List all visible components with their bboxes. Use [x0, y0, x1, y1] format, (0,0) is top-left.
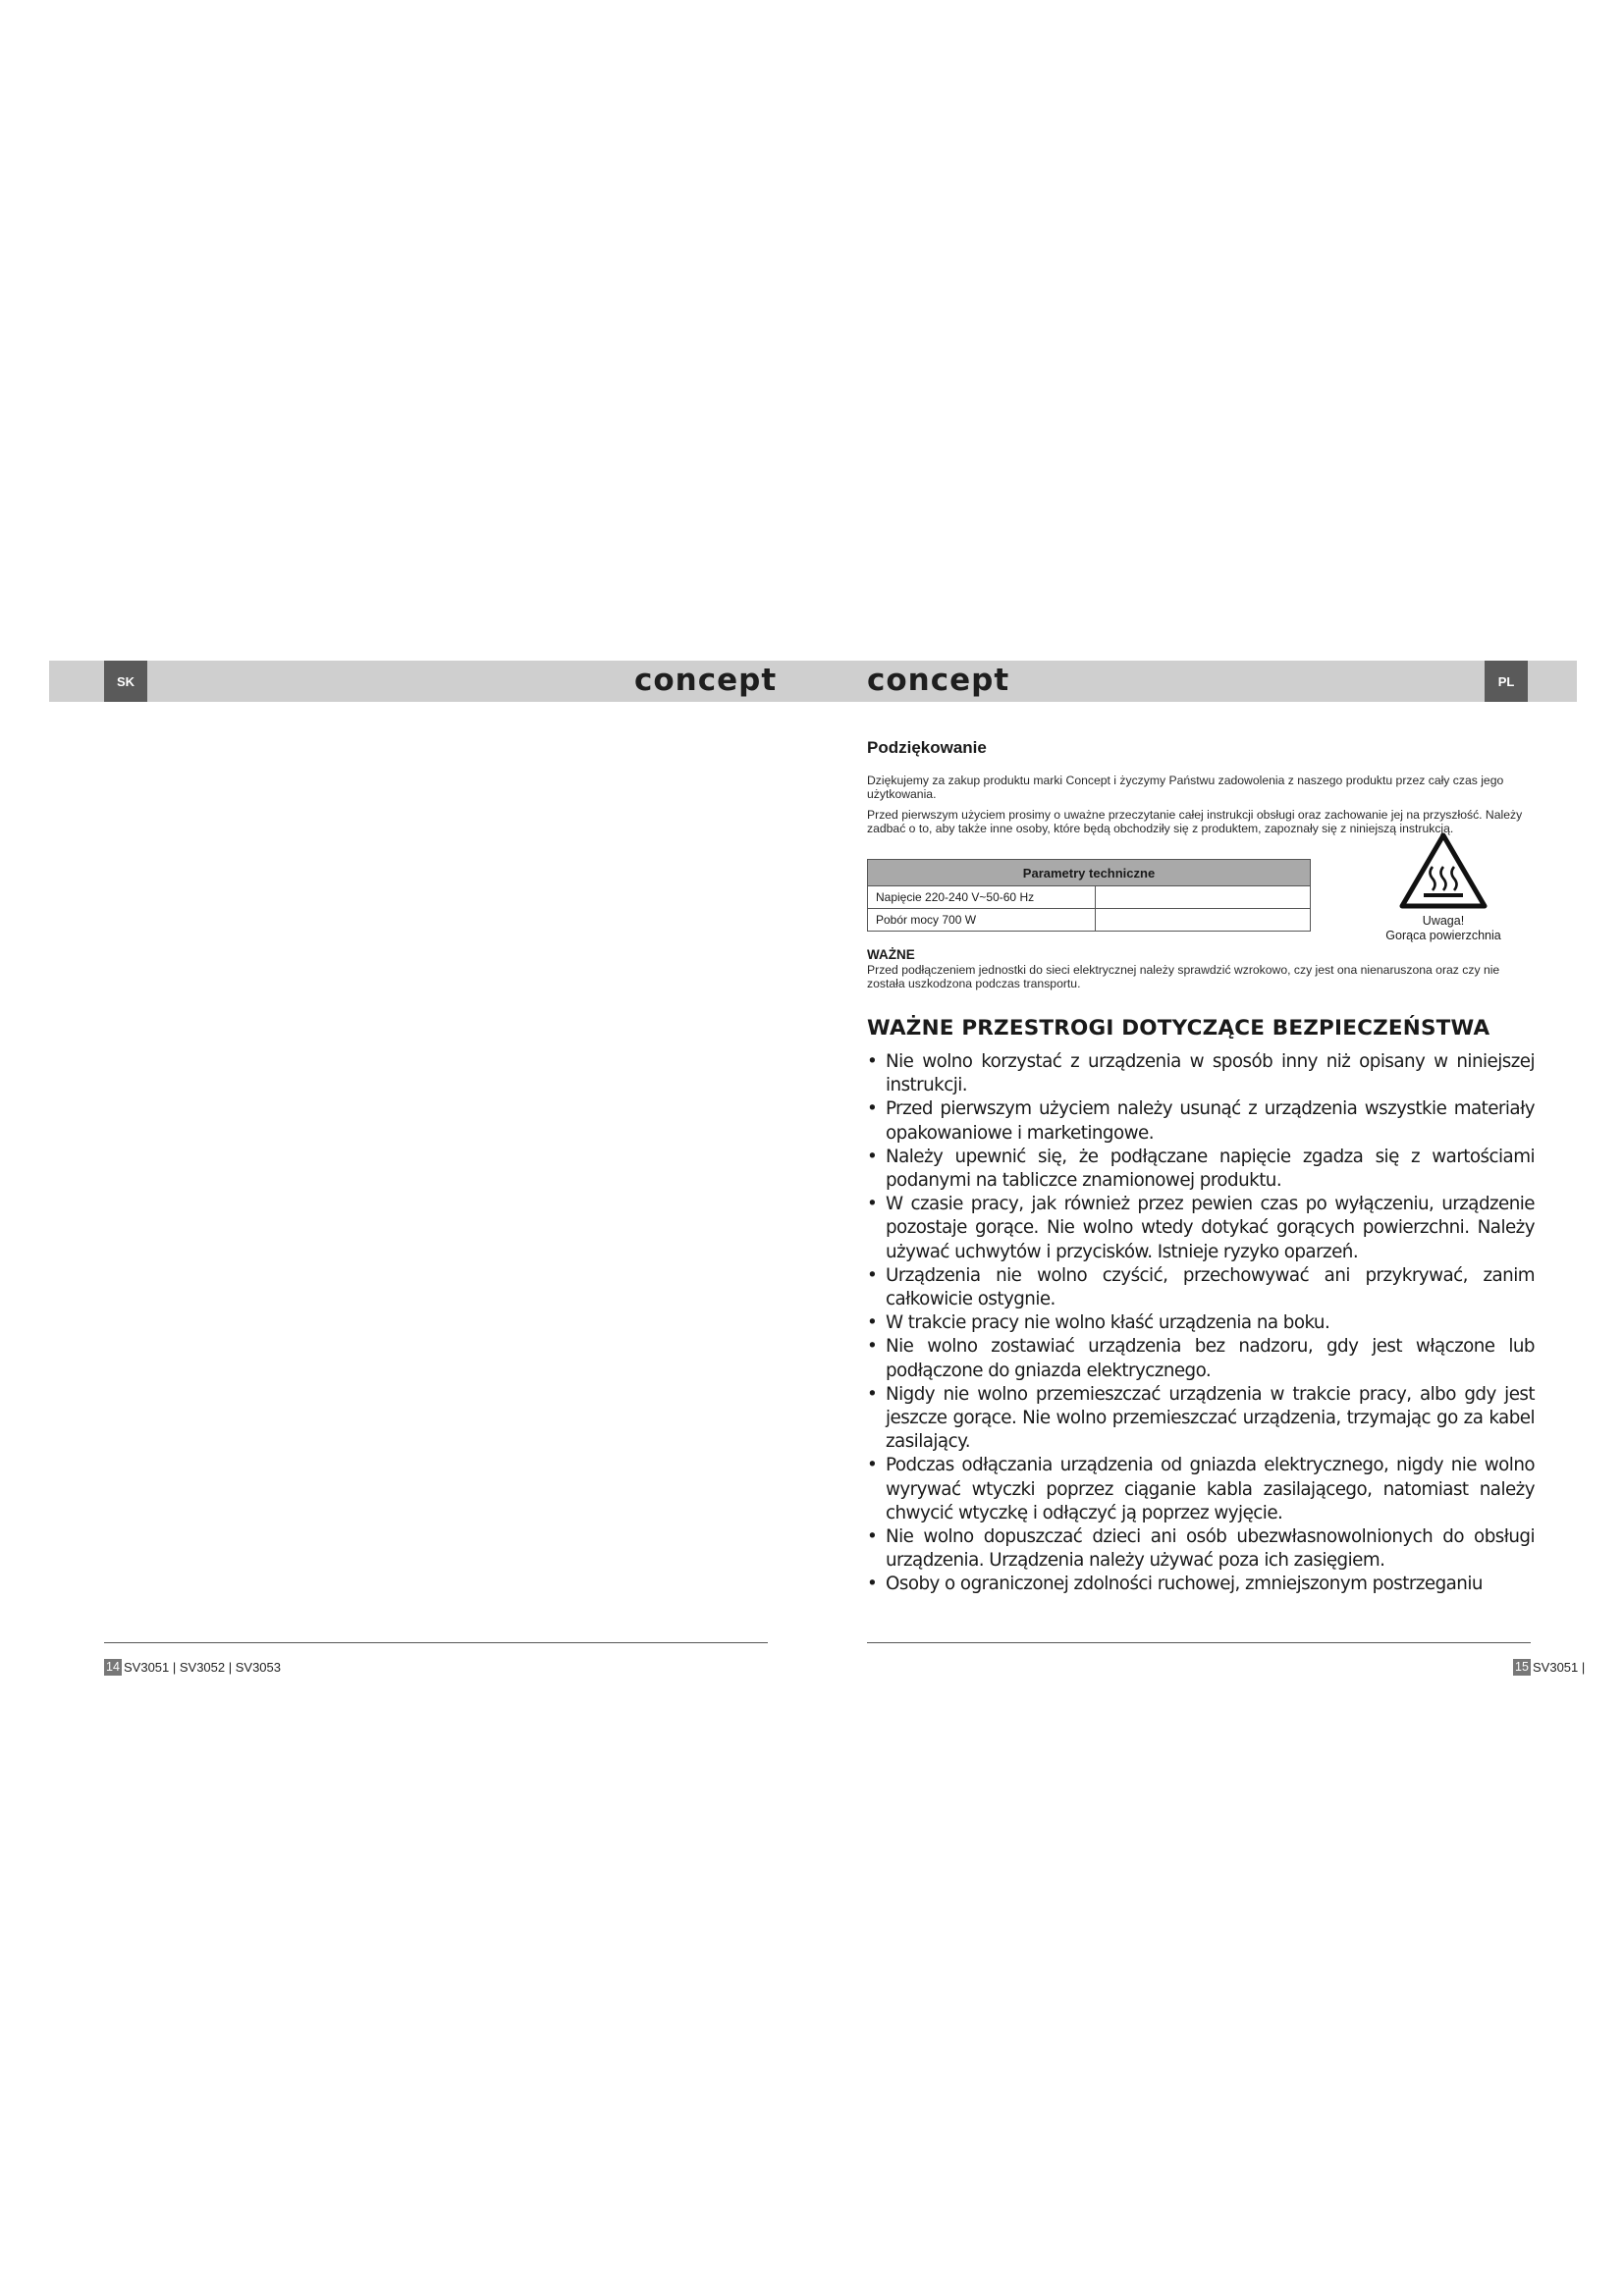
safety-list	[867, 1050, 1535, 1597]
list-item: • W trakcie pracy nie wolno kłaść urządzenia na boku.	[867, 1311, 1535, 1335]
intro-paragraph-2: Przed pierwszym użyciem prosimy o uważne przeczytanie całej instrukcji obsługi oraz zachowanie jej na przyszłość. Należy zadbać o to, aby także inne osoby, które będą obchodziły się z produktem, zapoznały się z niniejszą instrukcją.	[867, 808, 1523, 835]
important-text: Przed podłączeniem jednostki do sieci elektrycznej należy sprawdzić wzrokowo, czy jest ona nienaruszona oraz czy nie została uszkodzona podczas transportu.	[867, 963, 1500, 990]
page-number-left: 14	[106, 1660, 120, 1674]
list-item: • W czasie pracy, jak również przez pewien czas po wyłączeniu, urządzenie pozostaje gorące. Nie wolno wtedy dotykać gorących powierzchni. Należy używać uchwytów i przycisków. Istnieje ryzyko oparzeń.	[867, 1193, 1535, 1264]
spec-cell: Napięcie 220-240 V~50-60 Hz	[868, 886, 1096, 909]
warning-line-1: Uwaga!	[1422, 914, 1465, 928]
spec-table	[867, 859, 1311, 932]
table-row	[868, 909, 1311, 932]
table-row	[868, 886, 1311, 909]
hot-surface-warning-icon	[1398, 831, 1489, 910]
spec-section	[867, 859, 1535, 943]
page-content-pl	[867, 726, 1535, 1597]
thanks-heading: Podziękowanie	[867, 738, 987, 757]
brand-logo-right: concept	[867, 663, 1010, 698]
footer-model-right: SV3051 |	[1533, 1660, 1586, 1675]
list-item: • Nie wolno dopuszczać dzieci ani osób ubezwłasnowolnionych do obsługi urządzenia. Urządzenia należy używać poza ich zasięgiem.	[867, 1525, 1535, 1573]
brand-logo-left: concept	[634, 663, 778, 698]
lang-badge-sk: SK	[104, 661, 147, 702]
spec-cell: Pobór mocy 700 W	[868, 909, 1096, 932]
list-item: • Nie wolno zostawiać urządzenia bez nadzoru, gdy jest włączone lub podłączone do gniazda elektrycznego.	[867, 1335, 1535, 1382]
important-heading: WAŻNE	[867, 947, 915, 962]
page-number-right: 15	[1515, 1660, 1529, 1674]
list-item: • Należy upewnić się, że podłączane napięcie zgadza się z wartościami podanymi na tabliczce znamionowej produktu.	[867, 1146, 1535, 1193]
hot-surface-warning	[1360, 859, 1527, 943]
spec-cell	[1096, 909, 1311, 932]
footer-divider-left	[104, 1642, 768, 1643]
list-item: • Nigdy nie wolno przemieszczać urządzenia w trakcie pracy, albo gdy jest jeszcze gorące. Nie wolno przemieszczać urządzenia, trzymając go za kabel zasilający.	[867, 1383, 1535, 1455]
header-band	[49, 661, 1577, 702]
warning-line-2: Gorąca powierzchnia	[1385, 929, 1501, 942]
list-item: • Nie wolno korzystać z urządzenia w sposób inny niż opisany w niniejszej instrukcji.	[867, 1050, 1535, 1097]
spec-table-header: Parametry techniczne	[868, 860, 1311, 886]
footer-divider-right	[867, 1642, 1531, 1643]
lang-badge-pl: PL	[1485, 661, 1528, 702]
intro-paragraph-1: Dziękujemy za zakup produktu marki Concept i życzymy Państwu zadowolenia z naszego produktu przez cały czas jego użytkowania.	[867, 774, 1504, 801]
spec-cell	[1096, 886, 1311, 909]
list-item: • Urządzenia nie wolno czyścić, przechowywać ani przykrywać, zanim całkowicie ostygnie.	[867, 1264, 1535, 1311]
list-item: • Podczas odłączania urządzenia od gniazda elektrycznego, nigdy nie wolno wyrywać wtyczki poprzez ciąganie kabla zasilającego, natomiast należy chwycić wtyczkę i odłączyć ją poprzez wyjęcie.	[867, 1454, 1535, 1525]
list-item: • Przed pierwszym użyciem należy usunąć z urządzenia wszystkie materiały opakowaniowe i marketingowe.	[867, 1097, 1535, 1145]
list-item: • Osoby o ograniczonej zdolności ruchowej, zmniejszonym postrzeganiu	[867, 1573, 1535, 1596]
footer-model-left: SV3051 | SV3052 | SV3053	[124, 1660, 281, 1675]
safety-heading: WAŻNE PRZESTROGI DOTYCZĄCE BEZPIECZEŃSTWA	[867, 1016, 1490, 1041]
